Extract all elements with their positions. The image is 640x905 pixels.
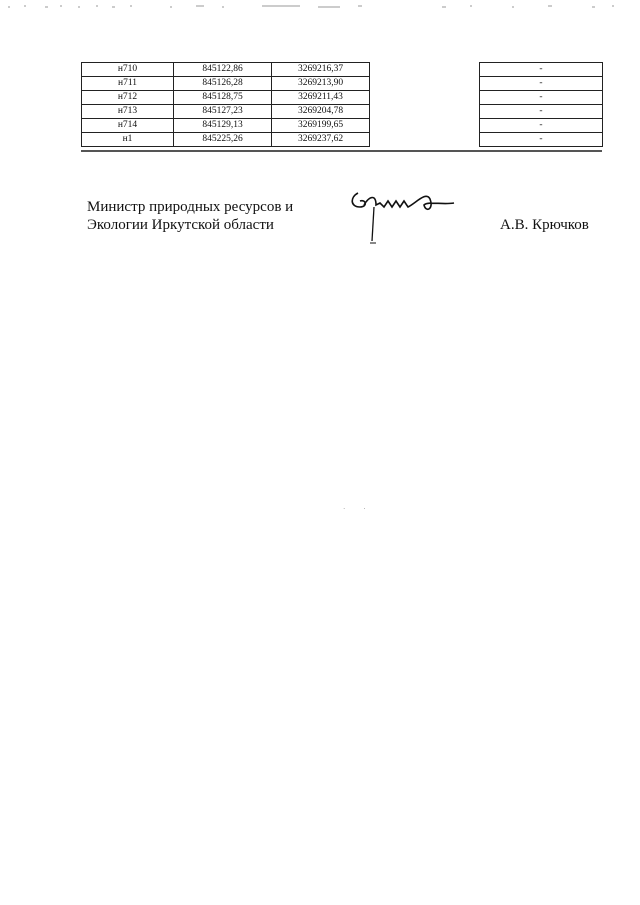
point-cell: н714 — [82, 119, 174, 133]
y-coordinate-cell: 3269237,62 — [272, 133, 370, 147]
note-cell: - — [480, 77, 603, 91]
point-cell: н713 — [82, 105, 174, 119]
signatory-title-line2: Экологии Иркутской области — [87, 217, 274, 233]
table-row — [82, 119, 603, 133]
table-row — [82, 133, 603, 147]
x-coordinate-cell: 845128,75 — [174, 91, 272, 105]
handwritten-signature — [346, 183, 456, 251]
empty-cell — [370, 91, 480, 105]
y-coordinate-cell: 3269199,65 — [272, 119, 370, 133]
table-row — [82, 77, 603, 91]
table-bottom-rule — [81, 147, 602, 152]
x-coordinate-cell: 845127,23 — [174, 105, 272, 119]
coordinates-table — [81, 62, 602, 147]
table-row — [82, 91, 603, 105]
signatory-title-line1: Министр природных ресурсов и — [87, 199, 294, 215]
x-coordinate-cell: 845126,28 — [174, 77, 272, 91]
note-cell: - — [480, 105, 603, 119]
point-cell: н710 — [82, 63, 174, 77]
point-cell: н711 — [82, 77, 174, 91]
x-coordinate-cell: 845225,26 — [174, 133, 272, 147]
y-coordinate-cell: 3269213,90 — [272, 77, 370, 91]
y-coordinate-cell: 3269216,37 — [272, 63, 370, 77]
empty-cell — [370, 63, 480, 77]
scan-speck: ·· — [343, 505, 384, 513]
x-coordinate-cell: 845129,13 — [174, 119, 272, 133]
note-cell: - — [480, 91, 603, 105]
point-cell: н712 — [82, 91, 174, 105]
table-row — [82, 63, 603, 77]
empty-cell — [370, 77, 480, 91]
table-row — [82, 105, 603, 119]
y-coordinate-cell: 3269204,78 — [272, 105, 370, 119]
note-cell: - — [480, 133, 603, 147]
empty-cell — [370, 105, 480, 119]
signatory-name: А.В. Крючков — [500, 217, 589, 233]
empty-cell — [370, 119, 480, 133]
scan-noise — [0, 0, 640, 14]
point-cell: н1 — [82, 133, 174, 147]
signatory-title — [87, 198, 293, 234]
y-coordinate-cell: 3269211,43 — [272, 91, 370, 105]
x-coordinate-cell: 845122,86 — [174, 63, 272, 77]
note-cell: - — [480, 119, 603, 133]
note-cell: - — [480, 63, 603, 77]
empty-cell — [370, 133, 480, 147]
